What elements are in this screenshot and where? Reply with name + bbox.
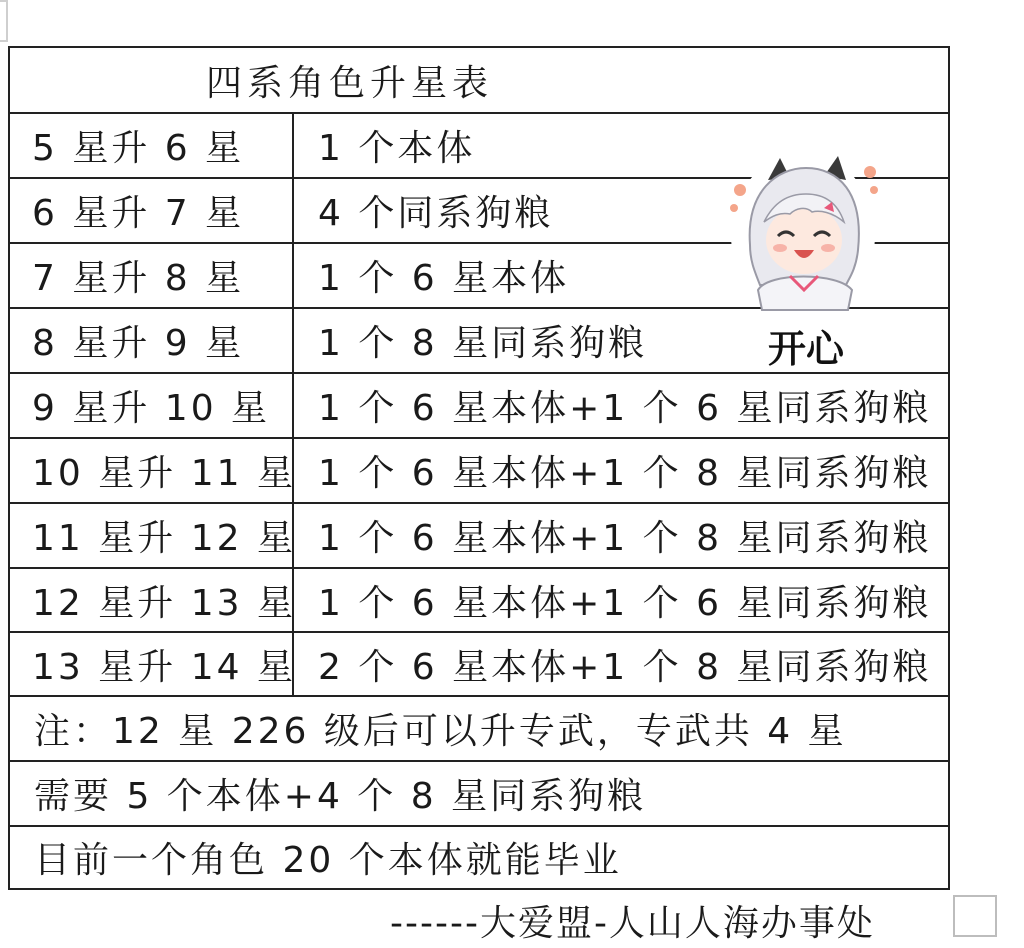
upgrade-requirement: 1 个 6 星本体+1 个 6 星同系狗粮 [318, 582, 932, 624]
signature: ------大爱盟-人山人海办事处 [390, 902, 875, 944]
upgrade-level: 8 星升 9 星 [10, 309, 294, 372]
upgrade-level: 9 星升 10 星 [10, 374, 294, 437]
upgrade-level: 13 星升 14 星 [10, 633, 294, 695]
upgrade-level: 6 星升 7 星 [10, 179, 294, 242]
upgrade-level: 12 星升 13 星 [10, 569, 294, 631]
table-row [10, 569, 948, 633]
upgrade-level: 5 星升 6 星 [10, 114, 294, 177]
upgrade-requirement: 1 个 8 星同系狗粮 [318, 323, 648, 364]
note-text: 注：12 星 226 级后可以升专武，专武共 4 星 [34, 711, 847, 752]
table-row [10, 504, 948, 569]
corner-frame [0, 0, 8, 42]
sticker-caption: 开心 [736, 318, 876, 372]
upgrade-level: 7 星升 8 星 [10, 244, 294, 307]
upgrade-requirement: 1 个 6 星本体+1 个 6 星同系狗粮 [318, 388, 932, 429]
note-row [10, 827, 948, 888]
corner-frame [953, 895, 997, 937]
upgrade-requirement: 1 个 6 星本体 [318, 258, 570, 299]
upgrade-requirement: 4 个同系狗粮 [318, 193, 554, 234]
upgrade-level: 10 星升 11 星 [10, 439, 294, 502]
table-title: 四系角色升星表 [206, 62, 494, 104]
upgrade-requirement: 1 个 6 星本体+1 个 8 星同系狗粮 [318, 453, 932, 494]
note-row [10, 697, 948, 762]
table-row [10, 374, 948, 439]
upgrade-level: 11 星升 12 星 [10, 504, 294, 567]
table-row [10, 439, 948, 504]
upgrade-requirement: 1 个本体 [318, 128, 476, 169]
table-title-row [10, 48, 948, 114]
upgrade-requirement: 2 个 6 星本体+1 个 8 星同系狗粮 [318, 646, 932, 688]
table-row [10, 633, 948, 697]
upgrade-requirement: 1 个 6 星本体+1 个 8 星同系狗粮 [318, 518, 932, 559]
note-row [10, 762, 948, 827]
note-text: 需要 5 个本体+4 个 8 星同系狗粮 [34, 776, 647, 817]
note-text: 目前一个角色 20 个本体就能毕业 [34, 840, 622, 881]
